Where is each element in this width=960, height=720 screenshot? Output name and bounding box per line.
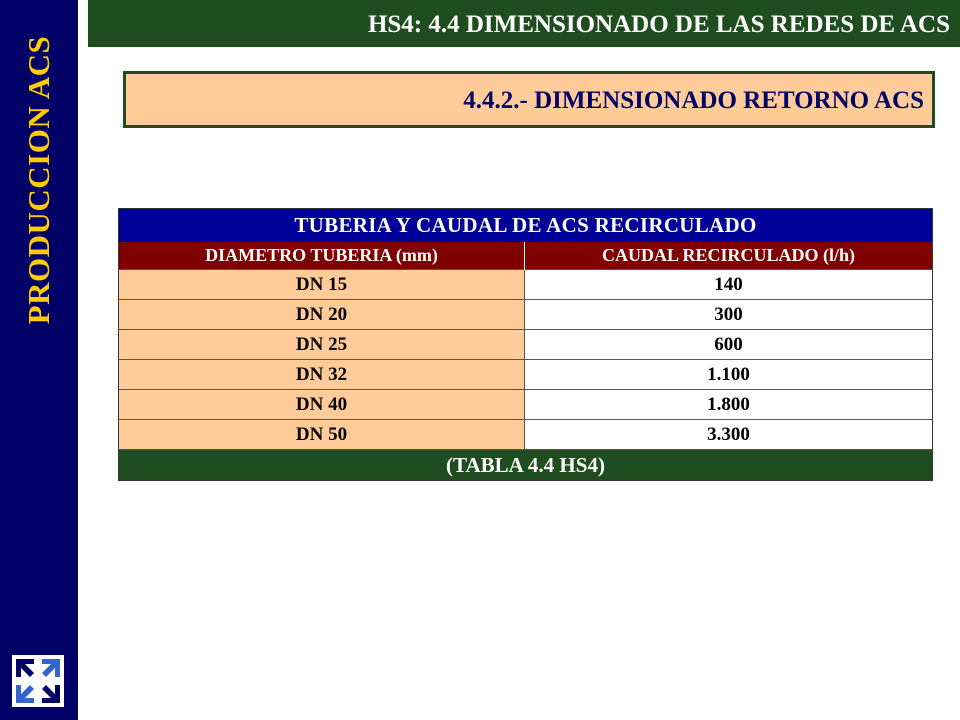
header-bar (88, 0, 960, 47)
cell-caudal: 3.300 (525, 420, 933, 450)
cell-diametro: DN 32 (119, 360, 525, 390)
cell-caudal: 300 (525, 300, 933, 330)
table-row (119, 360, 933, 390)
cell-diametro: DN 15 (119, 270, 525, 300)
table-title: TUBERIA Y CAUDAL DE ACS RECIRCULADO (119, 209, 933, 243)
cell-caudal: 600 (525, 330, 933, 360)
section-box (123, 71, 935, 128)
sidebar-title: PRODUCCION ACS (21, 35, 56, 325)
cell-diametro: DN 40 (119, 390, 525, 420)
column-header-diametro: DIAMETRO TUBERIA (mm) (119, 242, 525, 270)
table-row (119, 270, 933, 300)
table-footer-row (119, 450, 933, 481)
section-title: 4.4.2.- DIMENSIONADO RETORNO ACS (463, 87, 924, 114)
cell-diametro: DN 20 (119, 300, 525, 330)
cell-diametro: DN 50 (119, 420, 525, 450)
column-header-caudal: CAUDAL RECIRCULADO (l/h) (525, 242, 933, 270)
sidebar (0, 0, 78, 720)
cell-caudal: 1.800 (525, 390, 933, 420)
recirculation-table (118, 208, 933, 481)
cell-caudal: 140 (525, 270, 933, 300)
table-row (119, 330, 933, 360)
table-footer: (TABLA 4.4 HS4) (119, 450, 933, 481)
table-title-row (119, 209, 933, 243)
table-header-row (119, 242, 933, 270)
cell-diametro: DN 25 (119, 330, 525, 360)
table-row (119, 420, 933, 450)
table-row (119, 300, 933, 330)
header-title: HS4: 4.4 DIMENSIONADO DE LAS REDES DE ACS (367, 11, 950, 38)
corner-arrows-logo-icon (12, 655, 64, 707)
table-row (119, 390, 933, 420)
cell-caudal: 1.100 (525, 360, 933, 390)
